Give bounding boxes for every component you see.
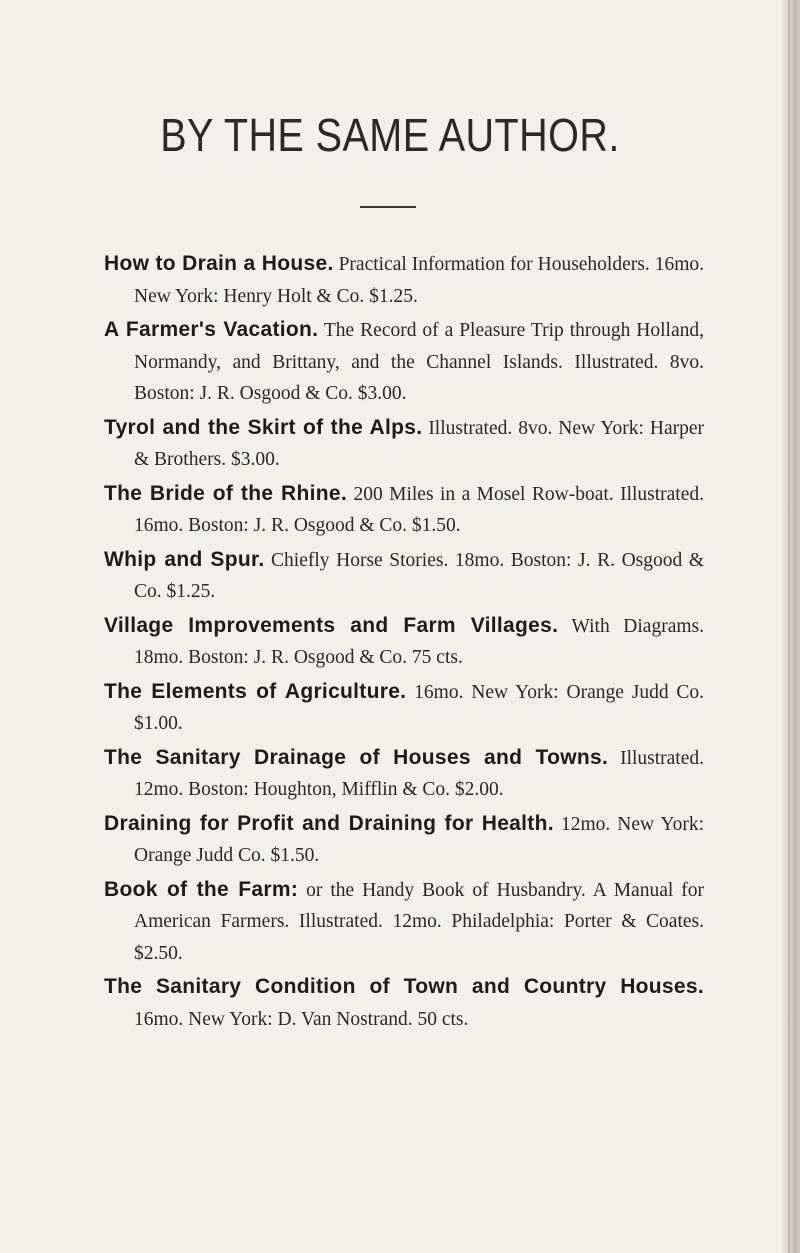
book-entry bbox=[104, 742, 704, 806]
book-title: How to Drain a House. bbox=[104, 252, 334, 275]
heading-rule bbox=[360, 206, 416, 208]
book-title: Village Improvements and Farm Villages. bbox=[104, 613, 559, 637]
book-entry bbox=[104, 610, 704, 674]
book-entry bbox=[104, 248, 704, 312]
book-description: Illustrated. 12mo. Boston: Houghton, Mifflin & Co. $2.00. bbox=[134, 747, 705, 800]
book-description: 16mo. New York: D. Van Nostrand. 50 cts. bbox=[134, 1008, 469, 1030]
book-title: Tyrol and the Skirt of the Alps. bbox=[104, 415, 423, 439]
book-list bbox=[104, 248, 704, 1037]
book-title: Whip and Spur. bbox=[104, 547, 265, 571]
book-entry bbox=[104, 971, 704, 1035]
book-title: A Farmer's Vacation. bbox=[104, 318, 319, 341]
book-title: The Sanitary Drainage of Houses and Towns. bbox=[104, 745, 609, 769]
book-title: Book of the Farm: bbox=[104, 877, 299, 901]
page-binding-edge bbox=[782, 0, 800, 1253]
book-description: The Record of a Pleasure Trip through Holland, Normandy, and Brittany, and the Channel Islands. Illustrated. 8vo. Boston: J. R. Osgood & Co. $3.00. bbox=[134, 320, 704, 404]
book-title: Draining for Profit and Draining for Health. bbox=[104, 811, 554, 835]
book-entry bbox=[104, 314, 704, 410]
book-title: The Elements of Agriculture. bbox=[104, 679, 407, 703]
book-description: With Diagrams. 18mo. Boston: J. R. Osgood & Co. 75 cts. bbox=[134, 615, 704, 668]
book-description: 16mo. New York: Orange Judd Co. $1.00. bbox=[134, 681, 705, 734]
book-description: Chiefly Horse Stories. 18mo. Boston: J. R. Osgood & Co. $1.25. bbox=[134, 549, 704, 602]
book-entry bbox=[104, 478, 704, 542]
book-entry bbox=[104, 676, 704, 740]
book-description: Practical Information for Householders. 16mo. New York: Henry Holt & Co. $1.25. bbox=[134, 254, 704, 307]
book-entry bbox=[104, 412, 704, 476]
book-title: The Bride of the Rhine. bbox=[104, 481, 347, 505]
book-entry bbox=[104, 808, 704, 872]
book-description: Illustrated. 8vo. New York: Harper & Brothers. $3.00. bbox=[134, 417, 705, 470]
page-heading: BY THE SAME AUTHOR. bbox=[160, 109, 620, 161]
book-title: The Sanitary Condition of Town and Country Houses. bbox=[104, 975, 704, 998]
book-description: or the Handy Book of Husbandry. A Manual for American Farmers. Illustrated. 12mo. Philadelphia: Porter & Coates. $2.50. bbox=[134, 879, 705, 964]
book-entry bbox=[104, 874, 704, 970]
book-entry bbox=[104, 544, 704, 608]
book-description: 12mo. New York: Orange Judd Co. $1.50. bbox=[134, 813, 704, 866]
book-description: 200 Miles in a Mosel Row-boat. Illustrated. 16mo. Boston: J. R. Osgood & Co. $1.50. bbox=[134, 483, 705, 536]
